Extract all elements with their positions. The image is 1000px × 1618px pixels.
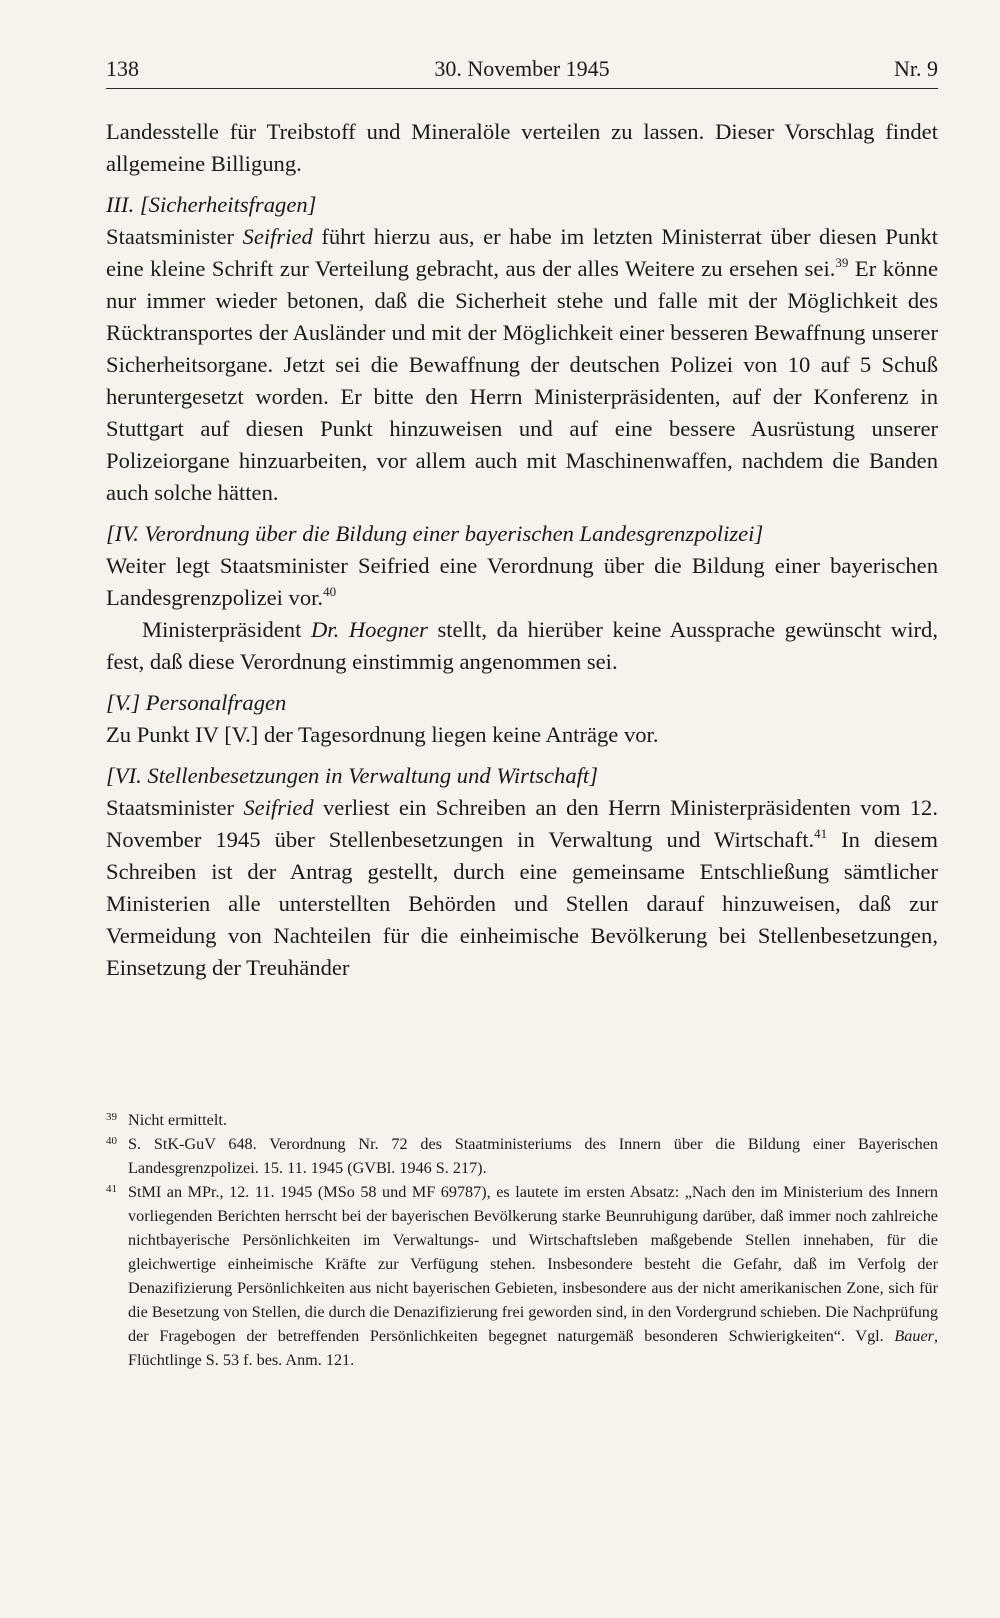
- footnote-number: 39: [106, 1111, 117, 1123]
- heading-title: Sicherheitsfragen: [148, 192, 308, 217]
- paragraph-personalfragen: Zu Punkt IV [V.] der Tagesordnung liegen keine Anträge vor.: [106, 722, 659, 747]
- text-run: Staatsminister: [106, 795, 244, 820]
- header-date: 30. November 1945: [434, 56, 610, 81]
- footnote-text: StMI an MPr., 12. 11. 1945 (MSo 58 und MF 69787), es lautete im ersten Absatz: „Nach den im Ministerium des Innern vorliegenden Berichten herrscht bei der bayerischen Bevölkerung starke Beunruhigung darüber, daß immer noch zahlreiche nichtbayerische Persönlichkeiten im Verwaltungs- und Wirtschaftsleben maßgebende Stellen innehaben, für die gleichwertige einheimische Kräfte zur Verfügung stehen. Insbesondere besteht die Gefahr, daß im Verfolg der Denazifizierung Persönlichkeiten aus nicht bayerischen Gebieten, insbesondere aus der nicht amerikanischen Zone, sich für die Besetzung von Stellen, die durch die Denazifizierung frei geworden sind, in den Vordergrund schieben. Die Nachprüfung der Fragebogen der betreffenden Persönlichkeiten begegnet naturgemäß besonderen Schwierigkeiten“. Vgl.: [128, 1183, 938, 1345]
- person-name: Dr. Hoegner: [310, 617, 428, 642]
- issue-number: Nr. 9: [894, 56, 938, 81]
- footnotes: [106, 1108, 938, 1372]
- heading-prefix: [V.]: [106, 690, 146, 715]
- paragraph-stellenbesetzungen: [106, 792, 938, 984]
- footnote-number: 41: [106, 1183, 117, 1195]
- text-run: verliest ein Schreiben an den Herrn Ministerpräsidenten vom 12. November 1945 über Stellenbesetzungen in Verwaltung und Wirtschaft.: [106, 795, 938, 852]
- paragraph-sicherheit: [106, 221, 938, 509]
- footnote-41: [106, 1180, 938, 1372]
- heading-suffix: ]: [307, 192, 317, 217]
- footnote-ref-39: 39: [835, 255, 849, 270]
- text-run: Staatsminister: [106, 224, 243, 249]
- heading-title: [IV. Verordnung über die Bildung einer bayerischen Landesgrenzpolizei]: [106, 521, 764, 546]
- footnote-text: S. StK-GuV 648. Verordnung Nr. 72 des Staatministeriums des Innern über die Bildung einer Bayerischen Landesgrenzpolizei. 15. 11. 1945 (GVBl. 1946 S. 217).: [128, 1135, 938, 1177]
- footnote-ref-41: 41: [814, 826, 828, 841]
- section-heading-vi: [106, 760, 938, 792]
- paragraph-verordnung: [106, 550, 938, 614]
- footnote-number: 40: [106, 1135, 117, 1147]
- footnote-text: Nicht ermittelt.: [128, 1111, 227, 1129]
- footnote-39: [106, 1108, 938, 1132]
- author-name: Bauer: [894, 1327, 934, 1345]
- main-text: [106, 116, 938, 984]
- paragraph-hoegner: [106, 614, 938, 678]
- paragraph-continuation: Landesstelle für Treibstoff und Mineralöle verteilen zu lassen. Dieser Vorschlag findet allgemeine Billigung.: [106, 119, 938, 176]
- footnote-40: [106, 1132, 938, 1180]
- person-name: Seifried: [243, 795, 314, 820]
- heading-title: [VI. Stellenbesetzungen in Verwaltung und Wirtschaft]: [106, 763, 598, 788]
- text-run: Weiter legt Staatsminister Seifried eine Verordnung über die Bildung einer bayerischen Landesgrenzpolizei vor.: [106, 553, 938, 610]
- text-run: führt hierzu aus, er habe im letzten Ministerrat über diesen Punkt eine kleine Schrift zur Verteilung gebracht, aus der alles Weitere zu ersehen sei.: [106, 224, 938, 281]
- footnote-text: , Flüchtlinge S. 53 f. bes. Anm. 121.: [128, 1327, 938, 1369]
- heading-prefix: III. [: [106, 192, 149, 217]
- page-number: 138: [106, 56, 139, 81]
- running-header: [106, 48, 938, 89]
- text-run: stellt, da hierüber keine Aussprache gewünscht wird, fest, daß diese Verordnung einstimmig angenommen sei.: [106, 617, 938, 674]
- footnote-ref-40: 40: [323, 584, 337, 599]
- section-heading-v: [106, 687, 938, 719]
- text-run: In diesem Schreiben ist der Antrag gestellt, durch eine gemeinsame Entschließung sämtlicher Ministerien alle unterstellten Behörden und Stellen darauf hinzuweisen, daß zur Vermeidung von Nachteilen für die einheimische Bevölkerung bei Stellenbesetzungen, Einsetzung der Treuhänder: [106, 827, 938, 980]
- text-run: Ministerpräsident: [142, 617, 311, 642]
- section-heading-iii: [106, 189, 938, 221]
- heading-title: Personalfragen: [145, 690, 287, 715]
- section-heading-iv: [106, 518, 938, 550]
- text-run: Er könne nur immer wieder betonen, daß die Sicherheit stehe und falle mit der Möglichkeit des Rücktransportes der Ausländer und mit der Möglichkeit einer besseren Bewaffnung unserer Sicherheitsorgane. Jetzt sei die Bewaffnung der deutschen Polizei von 10 auf 5 Schuß heruntergesetzt worden. Er bitte den Herrn Ministerpräsidenten, auf der Konferenz in Stuttgart auf diesen Punkt hinzuweisen und auf eine bessere Ausrüstung unserer Polizeiorgane hinzuarbeiten, vor allem auch mit Maschinenwaffen, nachdem die Banden auch solche hätten.: [106, 256, 938, 505]
- person-name: Seifried: [242, 224, 313, 249]
